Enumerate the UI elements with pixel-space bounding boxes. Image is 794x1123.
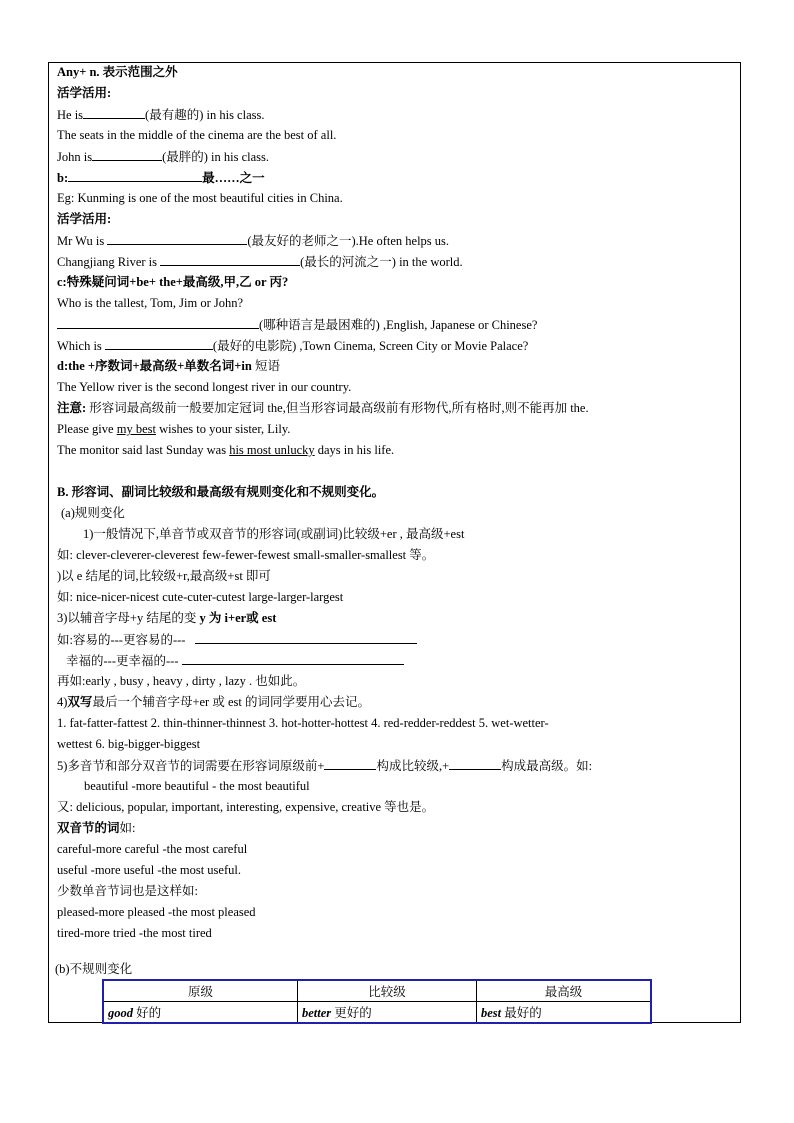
rule-3-exercise-easy: 如:容易的---更容易的--- bbox=[57, 631, 417, 648]
exercise-mr-wu: Mr Wu is (最友好的老师之一).He often helps us. bbox=[57, 234, 450, 248]
question-word-heading: c:特殊疑问词+be+ the+最高级,甲,乙 or 丙? bbox=[57, 275, 289, 289]
rule-2-examples: 如: nice-nicer-nicest cute-cuter-cutest large-larger-largest bbox=[57, 590, 344, 604]
exercise-fattest: John is (最胖的) in his class. bbox=[57, 150, 270, 164]
example-cinema: The seats in the middle of the cinema are the best of all. bbox=[57, 128, 337, 142]
answer-blank[interactable] bbox=[92, 148, 162, 161]
exercise-funniest: He is (最有趣的) in his class. bbox=[57, 108, 265, 122]
table-row bbox=[103, 1002, 651, 1024]
column-header-positive: 原级 bbox=[103, 980, 298, 1002]
example-yellow-river: The Yellow river is the second longest river in our country. bbox=[57, 380, 352, 394]
rule-1-examples: 如: clever-cleverer-cleverest few-fewer-fewest small-smaller-smallest 等。 bbox=[57, 548, 435, 562]
regular-changes-heading: (a)规则变化 bbox=[61, 506, 125, 520]
note-line: 注意: 形容词最高级前一般要加定冠词 the,但当形容词最高级前有形物代,所有格时,则不能再加 the. bbox=[57, 401, 589, 415]
two-syllable-heading: 双音节的词如: bbox=[57, 821, 136, 835]
answer-blank[interactable] bbox=[68, 169, 202, 182]
answer-blank[interactable] bbox=[107, 232, 247, 245]
example-tallest: Who is the tallest, Tom, Jim or John? bbox=[57, 296, 244, 310]
any-n-heading: Any+ n. 表示范围之外 bbox=[57, 65, 178, 79]
one-syllable-note: 少数单音节词也是这样如: bbox=[57, 884, 198, 898]
exercise-language: (哪种语言是最困难的) ,English, Japanese or Chinese? bbox=[57, 316, 537, 333]
rule-1: 1)一般情况下,单音节或双音节的形容词(或副词)比较级+er , 最高级+est bbox=[83, 527, 465, 541]
example-kunming: Eg: Kunming is one of the most beautiful cities in China. bbox=[57, 191, 343, 205]
example-monitor: The monitor said last Sunday was his most unlucky days in his life. bbox=[57, 443, 395, 457]
irregular-forms-table bbox=[102, 979, 652, 1024]
answer-blank[interactable] bbox=[57, 316, 259, 329]
cell-superlative: best 最好的 bbox=[477, 1002, 652, 1024]
answer-blank[interactable] bbox=[160, 253, 300, 266]
answer-blank[interactable] bbox=[195, 631, 417, 644]
irregular-changes-heading: (b)不规则变化 bbox=[55, 962, 133, 976]
answer-blank[interactable] bbox=[324, 757, 376, 770]
answer-blank[interactable] bbox=[182, 652, 404, 665]
example-tired: tired-more tried -the most tired bbox=[57, 926, 212, 940]
ordinal-heading: d:the +序数词+最高级+单数名词+in 短语 bbox=[57, 359, 280, 373]
table-header-row bbox=[103, 980, 651, 1002]
rule-5: 5)多音节和部分双音节的词需要在形容词原级前+ 构成比较级,+ 构成最高级。如: bbox=[57, 759, 593, 773]
column-header-comparative: 比较级 bbox=[298, 980, 477, 1002]
example-careful: careful-more careful -the most careful bbox=[57, 842, 248, 856]
rule-4-examples-2: wettest 6. big-bigger-biggest bbox=[57, 737, 201, 751]
exercise-cinema: Which is (最好的电影院) ,Town Cinema, Screen City or Movie Palace? bbox=[57, 339, 529, 353]
page-frame bbox=[48, 62, 741, 1023]
answer-blank[interactable] bbox=[449, 757, 501, 770]
rule-3-more-examples: 再如:early , busy , heavy , dirty , lazy . 也如此。 bbox=[57, 674, 306, 688]
rule-2: )以 e 结尾的词,比较级+r,最高级+st 即可 bbox=[57, 569, 271, 583]
column-header-superlative: 最高级 bbox=[477, 980, 652, 1002]
practice-heading-2: 活学活用: bbox=[57, 212, 112, 226]
rule-3-exercise-happy: 幸福的---更幸福的--- bbox=[66, 652, 404, 669]
example-pleased: pleased-more pleased -the most pleased bbox=[57, 905, 256, 919]
cell-positive: good 好的 bbox=[103, 1002, 298, 1024]
example-best-wishes: Please give my best wishes to your sister, Lily. bbox=[57, 422, 291, 436]
example-useful: useful -more useful -the most useful. bbox=[57, 863, 241, 877]
rule-4: 4)双写最后一个辅音字母+er 或 est 的词同学要用心去记。 bbox=[57, 695, 370, 709]
exercise-changjiang: Changjiang River is (最长的河流之一) in the world. bbox=[57, 255, 463, 269]
rule-3: 3)以辅音字母+y 结尾的变 y 为 i+er或 est bbox=[57, 611, 277, 625]
section-b-heading: B. 形容词、副词比较级和最高级有规则变化和不规则变化。 bbox=[57, 485, 385, 499]
practice-heading-1: 活学活用: bbox=[57, 86, 112, 100]
answer-blank[interactable] bbox=[83, 106, 145, 119]
rule-4-examples-1: 1. fat-fatter-fattest 2. thin-thinner-thinnest 3. hot-hotter-hottest 4. red-redder-reddest 5. wet-wetter- bbox=[57, 716, 549, 730]
rule-5-example: beautiful -more beautiful - the most beautiful bbox=[84, 779, 310, 793]
one-of-heading: b: 最……之一 bbox=[57, 171, 265, 185]
rule-5-more: 又: delicious, popular, important, interesting, expensive, creative 等也是。 bbox=[57, 800, 435, 814]
answer-blank[interactable] bbox=[105, 337, 213, 350]
cell-comparative: better 更好的 bbox=[298, 1002, 477, 1024]
